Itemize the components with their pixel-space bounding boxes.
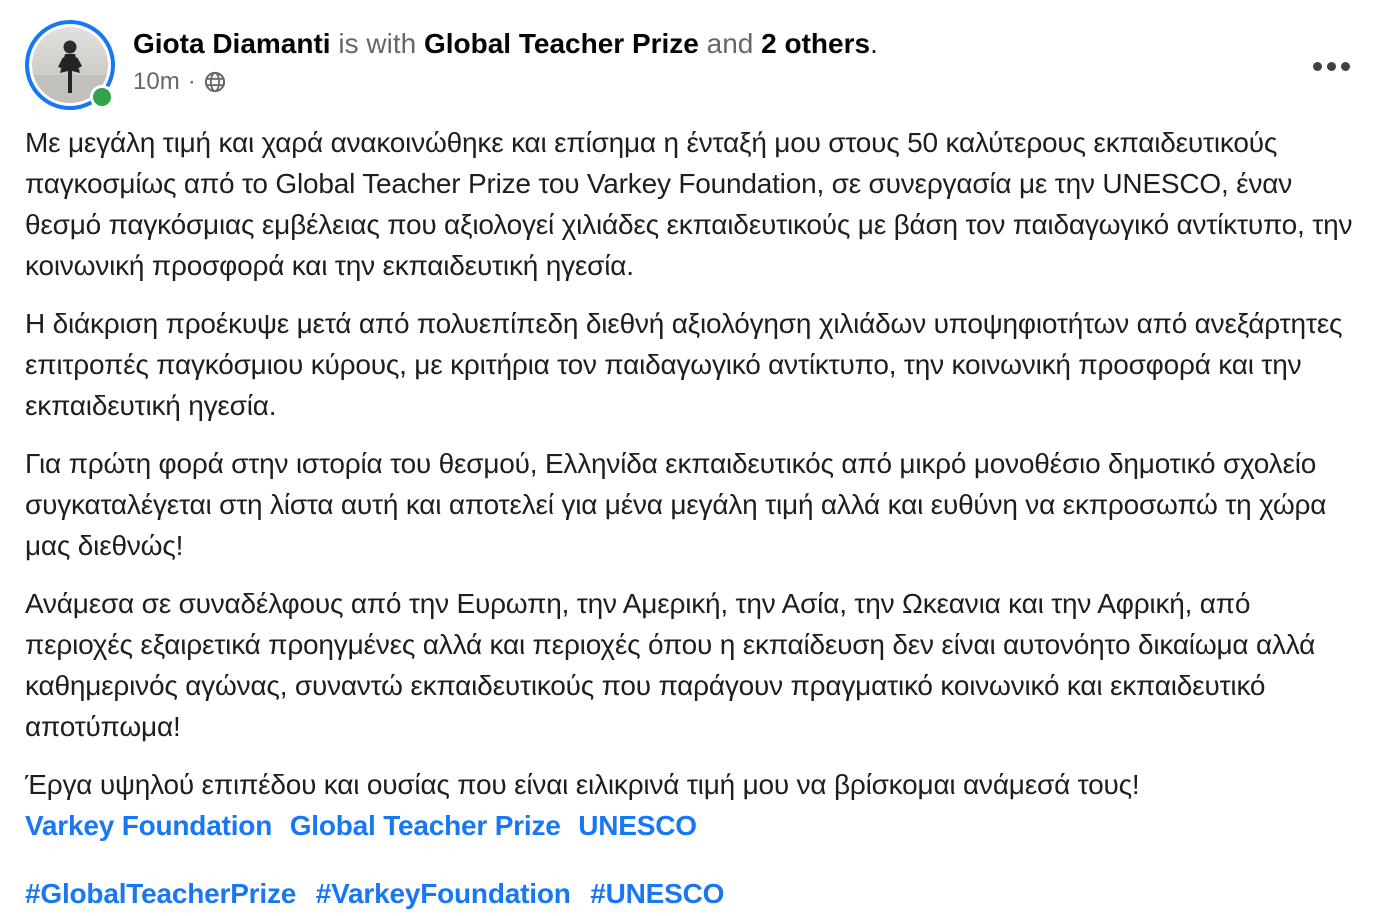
hashtag-varkeyfoundation[interactable]: #VarkeyFoundation: [315, 878, 571, 909]
post-paragraph: Η διάκριση προέκυψε μετά από πολυεπίπεδη διεθνή αξιολόγηση χιλιάδων υποψηφιοτήτων από ανεξάρτητες επιτροπές παγκόσμιου κύρους, με κριτήρια τον παιδαγωγικό αντίκτυπο, την κοινωνική προσφορά και την εκπαιδευτική ηγεσία.: [25, 308, 1343, 421]
hashtag-unesco[interactable]: #UNESCO: [590, 878, 725, 909]
timestamp-link[interactable]: 10m: [133, 68, 180, 95]
byline-period: .: [870, 28, 878, 59]
ellipsis-dot-icon: [1327, 62, 1336, 71]
privacy-globe-icon: [204, 71, 226, 93]
page-link-global-teacher-prize[interactable]: Global Teacher Prize: [289, 810, 561, 841]
post-meta: [133, 68, 878, 96]
ellipsis-dot-icon: [1341, 62, 1350, 71]
ellipsis-dot-icon: [1313, 62, 1322, 71]
post-header: [25, 20, 1365, 110]
and-text: and: [698, 28, 762, 59]
header-text: [133, 20, 878, 96]
hashtags-line: [25, 873, 1365, 914]
is-with-text: is with: [330, 28, 424, 59]
author-name-link[interactable]: Giota Diamanti: [133, 28, 331, 59]
post-options-button[interactable]: [1305, 48, 1357, 84]
post-byline: [133, 26, 878, 62]
online-indicator: [90, 85, 114, 109]
post-paragraph: Με μεγάλη τιμή και χαρά ανακοινώθηκε και επίσημα η ένταξή μου στους 50 καλύτερους εκπαιδευτικούς παγκοσμίως από το Global Teacher Prize του Varkey Foundation, σε συνεργασία με την UNESCO, έναν θεσμό παγκόσμιας εμβέλειας που αξιολογεί χιλιάδες εκπαιδευτικούς με βάση τον παιδαγωγικό αντίκτυπο, την κοινωνική προσφορά και την εκπαιδευτική ηγεσία.: [25, 127, 1353, 281]
tagged-pages-line: [25, 805, 1365, 846]
hashtag-globalteacherprize[interactable]: #GlobalTeacherPrize: [25, 878, 297, 909]
avatar[interactable]: [25, 20, 115, 110]
page-link-varkey-foundation[interactable]: Varkey Foundation: [25, 810, 273, 841]
meta-separator: ·: [187, 68, 196, 95]
post-final-paragraph: [25, 764, 1365, 846]
post-paragraph: Ανάμεσα σε συναδέλφους από την Ευρωπη, την Αμερική, την Ασία, την Ωκεανια και την Αφρική, από περιοχές εξαιρετικά προηγμένες αλλά και περιοχές όπου η εκπαίδευση δεν είναι αυτονόητο δικαίωμα αλλά καθημερινός αγώνας, συναντώ εκπαιδευτικούς που παράγουν πραγματικό κοινωνικό και εκπαιδευτικό αποτύπωμα!: [25, 588, 1316, 742]
post-body: [25, 122, 1365, 914]
post-paragraph: Για πρώτη φορά στην ιστορία του θεσμού, Ελληνίδα εκπαιδευτικός από μικρό μονοθέσιο δημοτικό σχολείο συγκαταλέγεται στη λίστα αυτή και αποτελεί για μένα μεγάλη τιμή αλλά και ευθύνη να εκπροσωπώ τη χώρα μας διεθνώς!: [25, 448, 1327, 561]
post-paragraph: Έργα υψηλού επιπέδου και ουσίας που είναι ειλικρινά τιμή μου να βρίσκομαι ανάμεσά τους!: [25, 769, 1140, 800]
page-link-unesco[interactable]: UNESCO: [578, 810, 697, 841]
tagged-page-link[interactable]: Global Teacher Prize: [423, 28, 699, 59]
others-link[interactable]: 2 others: [761, 28, 871, 59]
